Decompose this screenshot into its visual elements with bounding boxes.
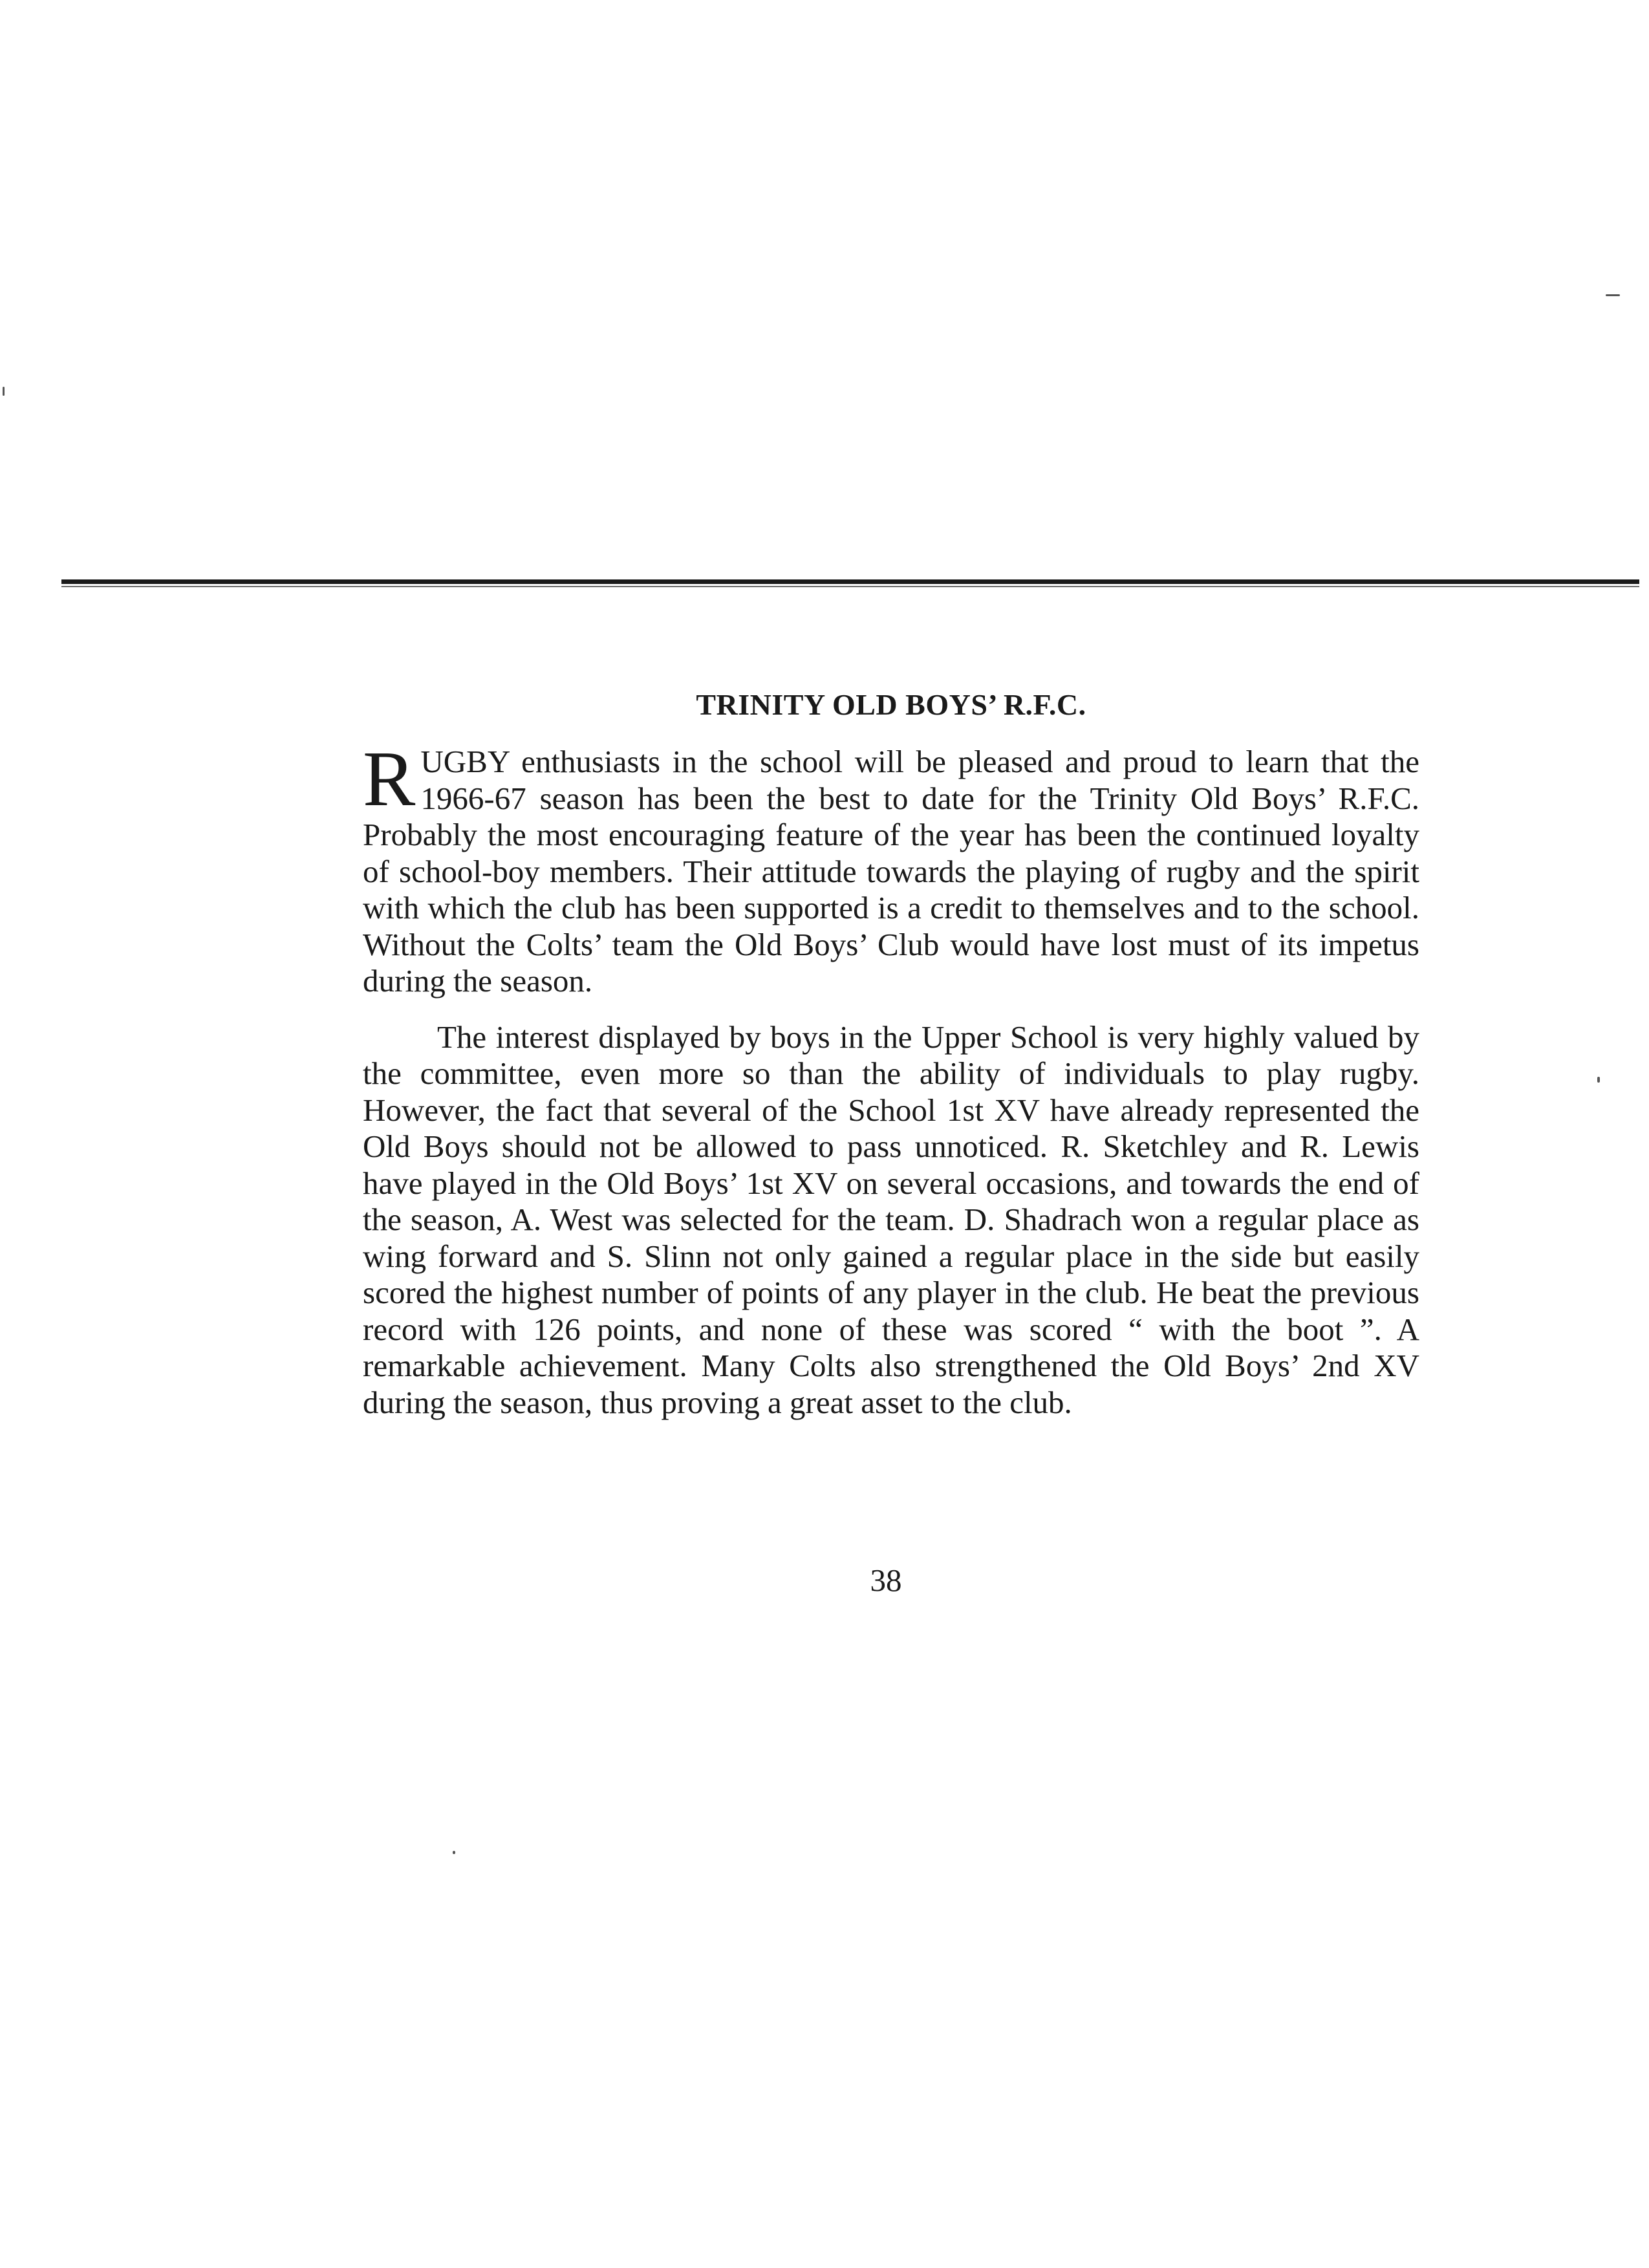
header-rule bbox=[61, 579, 1639, 584]
scan-speck bbox=[453, 1851, 455, 1854]
header-rule-shadow bbox=[61, 586, 1639, 587]
article-title: TRINITY OLD BOYS’ R.F.C. bbox=[696, 688, 1086, 721]
scan-speck bbox=[1597, 1077, 1600, 1083]
article-paragraph-2: The interest displayed by boys in the Upper School is very highly valued by the committee, even more so than the ability of individuals to play rugby. However, the fact that several of the School 1st XV have already represented the Old Boys should not be allowed to pass unnoticed. R. Sketchley and R. Lewis have played in the Old Boys’ 1st XV on several occasions, and towards the end of the season, A. West was selected for the team. D. Shadrach won a regular place as wing forward and S. Slinn not only gained a regular place in the side but easily scored the highest number of points of any player in the club. He beat the previous record with 126 points, and none of these was scored “ with the boot ”. A remarkable achievement. Many Colts also strengthened the Old Boys’ 2nd XV during the season, thus proving a great asset to the club. bbox=[363, 1019, 1419, 1420]
article bbox=[363, 686, 1419, 1421]
paragraph-1-text: UGBY enthusiasts in the school will be pleased and proud to learn that the 1966-67 season has been the best to date for the Trinity Old Boys’ R.F.C. Probably the most encouraging feature of the year has been the continued loyalty of school-boy members. Their attitude towards the playing of rugby and the spirit with which the club has been supported is a credit to themselves and to the school. Without the Colts’ team the Old Boys’ Club would have lost must of its impetus during the season. bbox=[363, 744, 1419, 999]
scan-speck bbox=[1606, 294, 1620, 296]
article-paragraph-1 bbox=[363, 735, 1419, 1000]
drop-cap: R bbox=[363, 735, 416, 823]
page-number: 38 bbox=[870, 1562, 902, 1598]
scan-speck bbox=[3, 387, 5, 396]
